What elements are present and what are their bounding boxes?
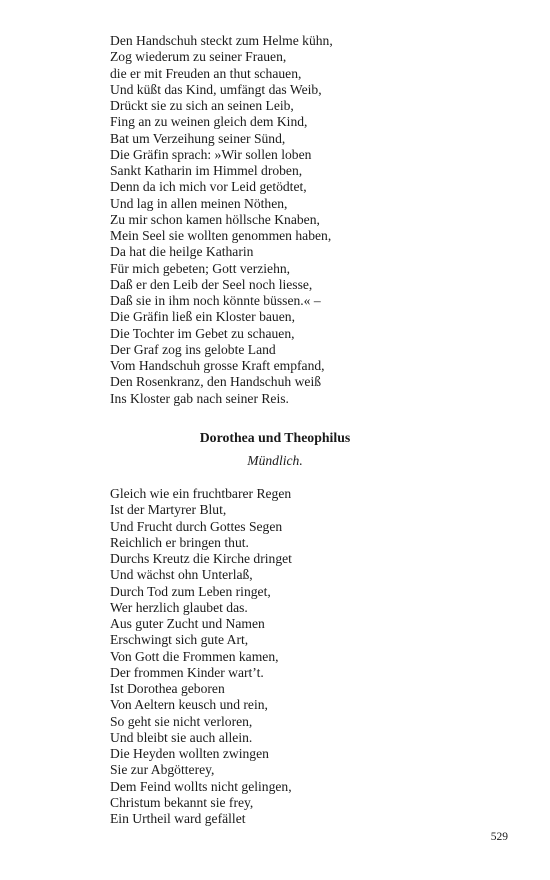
poem-line: Durchs Kreutz die Kirche dringet <box>110 551 292 566</box>
poem-line: Denn da ich mich vor Leid getödtet, <box>110 179 307 195</box>
poem-continuation <box>110 33 333 407</box>
poem-line: die er mit Freuden an thut schauen, <box>110 65 302 81</box>
poem-line: Aus guter Zucht und Namen <box>110 616 265 631</box>
poem-line: Der Graf zog ins gelobte Land <box>110 341 276 357</box>
poem-line: Vom Handschuh grosse Kraft empfand, <box>110 358 325 373</box>
poem-line: Für mich gebeten; Gott verziehn, <box>110 260 291 276</box>
poem-line: Erschwingt sich gute Art, <box>110 632 249 648</box>
poem-body <box>110 486 292 827</box>
poem-line: Durch Tod zum Leben ringet, <box>110 583 271 599</box>
poem-line: Ein Urtheil ward gefället <box>110 811 246 826</box>
poem-line: Daß er den Leib der Seel noch liesse, <box>110 276 313 292</box>
poem-line: Den Rosenkranz, den Handschuh weiß <box>110 374 322 390</box>
poem-line: Zog wiederum zu seiner Frauen, <box>110 49 287 65</box>
poem-line: Wer herzlich glaubet das. <box>110 599 248 615</box>
poem-line: Drückt sie zu sich an seinen Leib, <box>110 98 294 113</box>
poem-line: Und Frucht durch Gottes Segen <box>110 518 283 534</box>
poem-line: Zu mir schon kamen höllsche Knaben, <box>110 211 320 227</box>
poem-line: Die Gräfin ließ ein Kloster bauen, <box>110 309 295 325</box>
poem-line: Von Aeltern keusch und rein, <box>110 697 268 713</box>
poem-title: Dorothea und Theophilus <box>199 430 351 445</box>
poem-line: Die Heyden wollten zwingen <box>110 746 269 761</box>
poem-line: Da hat die heilge Katharin <box>110 244 254 260</box>
poem-line: Von Gott die Frommen kamen, <box>110 648 279 664</box>
poem-line: Und küßt das Kind, umfängt das Weib, <box>110 81 322 97</box>
poem-subtitle: Mündlich. <box>247 453 303 468</box>
poem-line: Sankt Katharin im Himmel droben, <box>110 163 303 178</box>
poem-line: Und lag in allen meinen Nöthen, <box>110 195 288 211</box>
poem-line: Ist Dorothea geboren <box>110 681 225 696</box>
poem-line: Fing an zu weinen gleich dem Kind, <box>110 114 308 130</box>
poem-line: Die Gräfin sprach: »Wir sollen loben <box>110 146 312 162</box>
poem-line: Gleich wie ein fruchtbarer Regen <box>110 486 292 501</box>
poem-line: Der frommen Kinder wart’t. <box>110 664 264 680</box>
poem-line: Dem Feind wollts nicht gelingen, <box>110 778 292 794</box>
poem-line: Ins Kloster gab nach seiner Reis. <box>110 390 289 406</box>
poem-line: Daß sie in ihm noch könnte büssen.« – <box>110 293 321 308</box>
poem-line: Und bleibt sie auch allein. <box>110 729 253 745</box>
poem-line: Mein Seel sie wollten genommen haben, <box>110 228 332 243</box>
poem-line: Und wächst ohn Unterlaß, <box>110 567 253 583</box>
poem-line: So geht sie nicht verloren, <box>110 713 253 729</box>
poem-line: Bat um Verzeihung seiner Sünd, <box>110 130 286 146</box>
poem-line: Reichlich er bringen thut. <box>110 534 249 550</box>
poem-line: Sie zur Abgötterey, <box>110 762 215 778</box>
poem-line: Den Handschuh steckt zum Helme kühn, <box>110 33 333 48</box>
page-number: 529 <box>490 831 508 843</box>
poem-line: Die Tochter im Gebet zu schauen, <box>110 325 295 341</box>
poem-line: Christum bekannt sie frey, <box>110 794 254 810</box>
poem-line: Ist der Martyrer Blut, <box>110 502 227 518</box>
